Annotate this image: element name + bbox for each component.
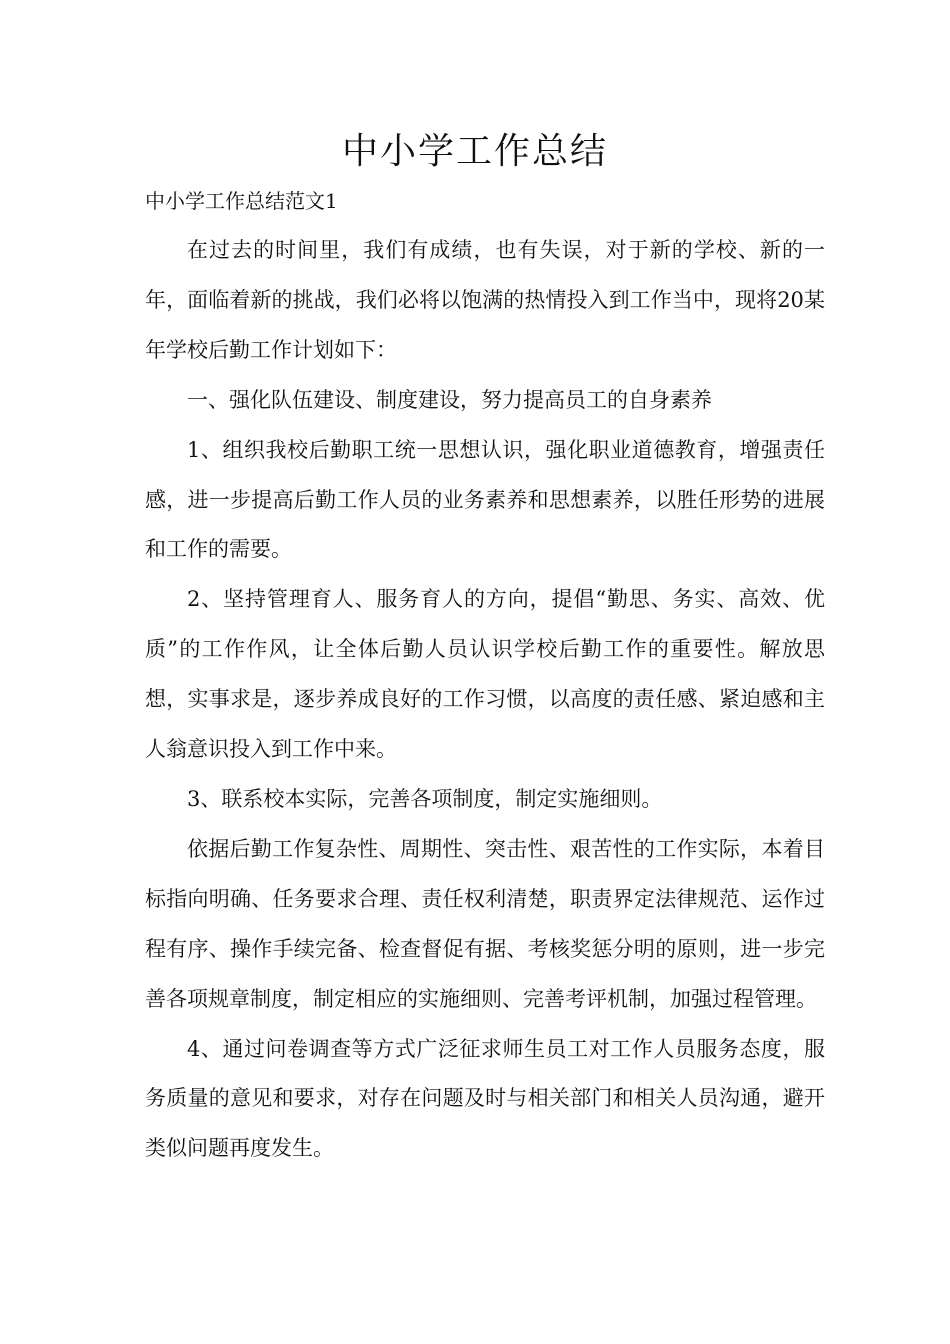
paragraph-item-2: 2、坚持管理育人、服务育人的方向，提倡“勤思、务实、高效、优质”的工作作风，让全体后勤人员认识学校后勤工作的重要性。解放思想，实事求是，逐步养成良好的工作习惯，以高度的责任感、紧迫感和主人翁意识投入到工作中来。 <box>145 587 825 762</box>
paragraph-item-3: 3、联系校本实际，完善各项制度，制定实施细则。 <box>187 786 663 811</box>
paragraph-intro: 在过去的时间里，我们有成绩，也有失误，对于新的学校、新的一年，面临着新的挑战，我们必将以饱满的热情投入到工作当中，现将20某年学校后勤工作计划如下： <box>145 238 825 362</box>
paragraph-section-heading: 一、强化队伍建设、制度建设，努力提高员工的自身素养 <box>187 387 712 412</box>
paragraph-item-1: 1、组织我校后勤职工统一思想认识，强化职业道德教育，增强责任感，进一步提高后勤工作人员的业务素养和思想素养，以胜任形势的进展和工作的需要。 <box>145 437 825 562</box>
document-body <box>145 226 825 1174</box>
document-title: 中小学工作总结 <box>341 131 608 172</box>
paragraph-item-3-detail: 依据后勤工作复杂性、周期性、突击性、艰苦性的工作实际，本着目标指向明确、任务要求合理、责任权利清楚，职责界定法律规范、运作过程有序、操作手续完备、检查督促有据、考核奖惩分明的原则，进一步完善各项规章制度，制定相应的实施细则、完善考评机制，加强过程管理。 <box>145 836 825 1011</box>
paragraph-item-4: 4、通过问卷调查等方式广泛征求师生员工对工作人员服务态度，服务质量的意见和要求，对存在问题及时与相关部门和相关人员沟通，避开类似问题再度发生。 <box>145 1036 825 1161</box>
document-subtitle: 中小学工作总结范文1 <box>145 189 338 213</box>
